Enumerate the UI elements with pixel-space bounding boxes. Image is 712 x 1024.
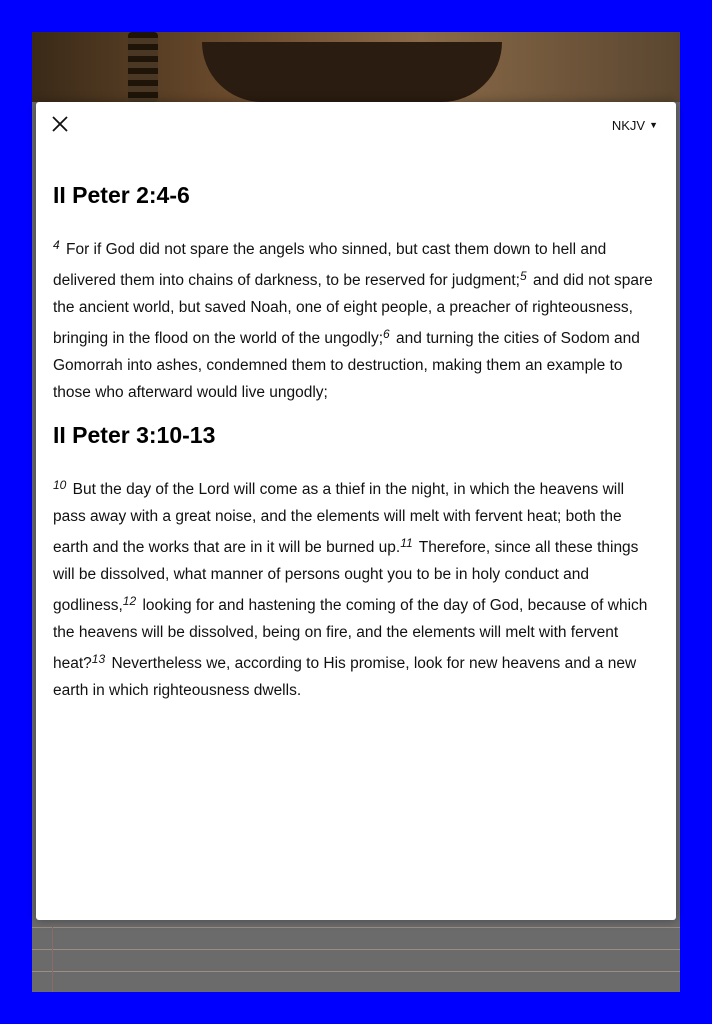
verse-number: 11 [400, 536, 413, 550]
passage-title: II Peter 2:4-6 [53, 182, 190, 208]
version-label: NKJV [611, 118, 646, 133]
passage-text [53, 472, 661, 704]
passage [53, 180, 661, 406]
notebook-lines [32, 927, 680, 992]
version-selector[interactable] [612, 118, 658, 133]
verse-text: looking for and hastening the coming of the day of God, because of which the heavens will be dissolved, being on fire, and the elements will melt with fervent heat? [53, 597, 648, 672]
verse-number: 10 [53, 478, 67, 492]
verse-number: 13 [91, 652, 106, 666]
close-icon [50, 114, 70, 134]
bowl-image [202, 42, 502, 102]
passage [53, 420, 661, 704]
verse-text: and did not spare the ancient world, but saved Noah, one of eight people, a preacher of righteousness, bringing in the flood on the world of the ungodly; [53, 272, 653, 347]
caret-down-icon: ▼ [649, 120, 658, 130]
verse-text: But the day of the Lord will come as a thief in the night, in which the heavens will pass away with a great noise, and the elements will melt with fervent heat; both the earth and the works that are in it will be burned up. [53, 481, 625, 556]
passage-text [53, 232, 661, 406]
verse-number: 5 [519, 269, 527, 283]
chain-image [128, 32, 158, 102]
verse-number: 12 [122, 594, 137, 608]
verse-text: For if God did not spare the angels who sinned, but cast them down to hell and delivered them into chains of darkness, to be reserved for judgment; [53, 241, 607, 289]
scripture-modal [36, 102, 676, 920]
close-button[interactable] [50, 114, 70, 134]
verse-text: Therefore, since all these things will be dissolved, what manner of persons ought you to be in holy conduct and godliness, [53, 539, 639, 614]
verse-text: and turning the cities of Sodom and Gomorrah into ashes, condemned them to destruction, making them an example to those who afterward would live ungodly; [53, 330, 640, 401]
passages-content [53, 180, 661, 718]
passage-title: II Peter 3:10-13 [53, 422, 216, 448]
verse-number: 6 [383, 327, 390, 341]
verse-number: 4 [53, 238, 60, 252]
verse-text: Nevertheless we, according to His promise, look for new heavens and a new earth in which righteousness dwells. [53, 655, 637, 699]
